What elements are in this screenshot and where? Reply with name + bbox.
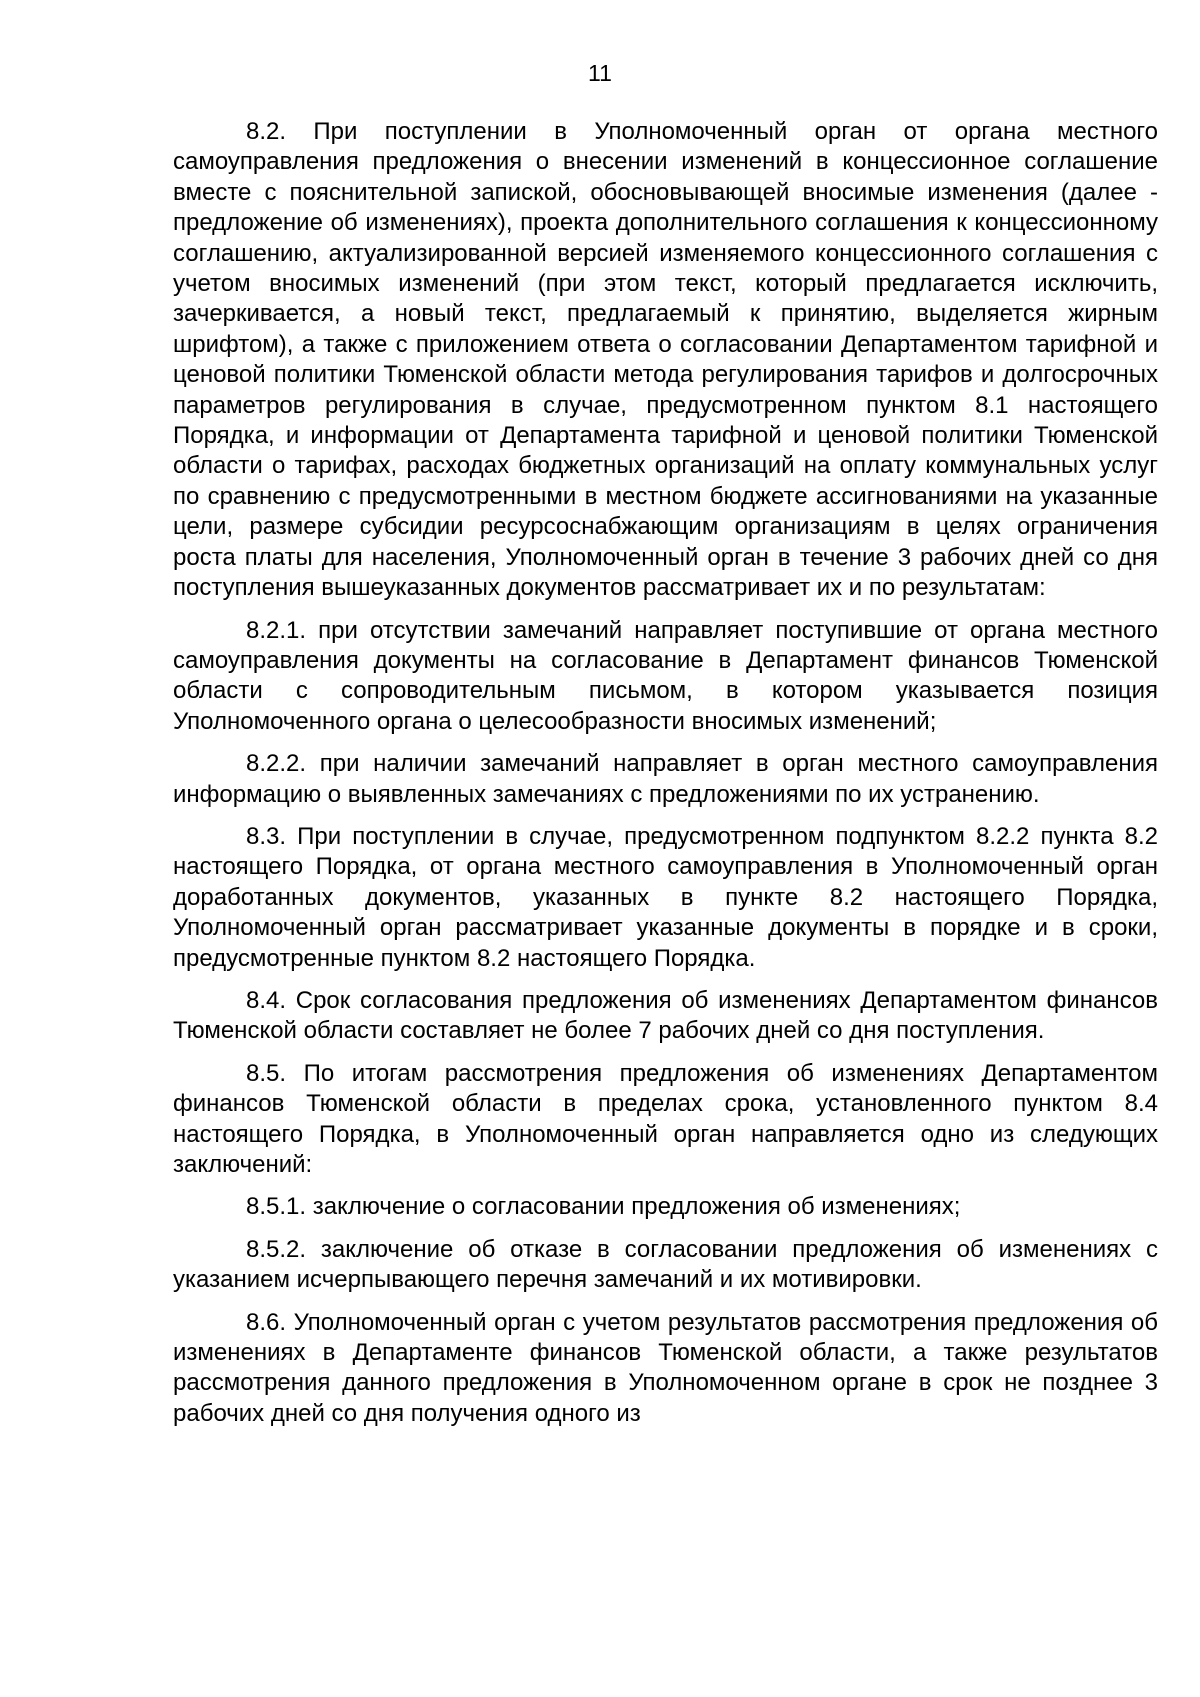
document-body — [173, 117, 1158, 1441]
paragraph-8-4: 8.4. Срок согласования предложения об изменениях Департаментом финансов Тюменской области составляет не более 7 рабочих дней со дня поступления. — [173, 986, 1158, 1045]
paragraph-8-2-2: 8.2.2. при наличии замечаний направляет в орган местного самоуправления информацию о выявленных замечаниях с предложениями по их устранению. — [173, 750, 1158, 808]
paragraph-8-6: 8.6. Уполномоченный орган с учетом результатов рассмотрения предложения об изменениях в Департаменте финансов Тюменской области, а также результатов рассмотрения данного предложения в Уполномоченном органе в срок не позднее 3 рабочих дней со дня получения одного из — [173, 1308, 1158, 1427]
paragraph-8-5: 8.5. По итогам рассмотрения предложения об изменениях Департаментом финансов Тюменской области в пределах срока, установленного пунктом 8.4 настоящего Порядка, в Уполномоченный орган направляется одно из следующих заключений: — [173, 1059, 1158, 1178]
paragraph-8-5-1: 8.5.1. заключение о согласовании предложения об изменениях; — [246, 1193, 961, 1221]
paragraph-8-2: 8.2. При поступлении в Уполномоченный орган от органа местного самоуправления предложения о внесении изменений в концессионное соглашение вместе с пояснительной запиской, обосновывающей вносимые изменения (далее - предложение об изменениях), проекта дополнительного соглашения к концессионному соглашению, актуализированной версией изменяемого концессионного соглашения с учетом вносимых изменений (при этом текст, который предлагается исключить, зачеркивается, а новый текст, предлагаемый к принятию, выделяется жирным шрифтом), а также с приложением ответа о согласовании Департаментом тарифной и ценовой политики Тюменской области метода регулирования тарифов и долгосрочных параметров регулирования в случае, предусмотренном пунктом 8.1 настоящего Порядка, и информации от Департамента тарифной и ценовой политики Тюменской области о тарифах, расходах бюджетных организаций на оплату коммунальных услуг по сравнению с предусмотренными в местном бюджете ассигнованиями на указанные цели, размере субсидии ресурсоснабжающим организациям в целях ограничения роста платы для населения, Уполномоченный орган в течение 3 рабочих дней со дня поступления вышеуказанных документов рассматривает их и по результатам: — [173, 118, 1158, 602]
paragraph-8-5-2: 8.5.2. заключение об отказе в согласовании предложения об изменениях с указанием исчерпывающего перечня замечаний и их мотивировки. — [173, 1235, 1158, 1294]
page-number: 11 — [588, 60, 612, 86]
paragraph-8-2-1: 8.2.1. при отсутствии замечаний направляет поступившие от органа местного самоуправления документы на согласование в Департамент финансов Тюменской области с сопроводительным письмом, в котором указывается позиция Уполномоченного органа о целесообразности вносимых изменений; — [173, 616, 1158, 735]
paragraph-8-3: 8.3. При поступлении в случае, предусмотренном подпунктом 8.2.2 пункта 8.2 настоящего Порядка, от органа местного самоуправления в Уполномоченный орган доработанных документов, указанных в пункте 8.2 настоящего Порядка, Уполномоченный орган рассматривает указанные документы в порядке и в сроки, предусмотренные пунктом 8.2 настоящего Порядка. — [173, 822, 1158, 972]
